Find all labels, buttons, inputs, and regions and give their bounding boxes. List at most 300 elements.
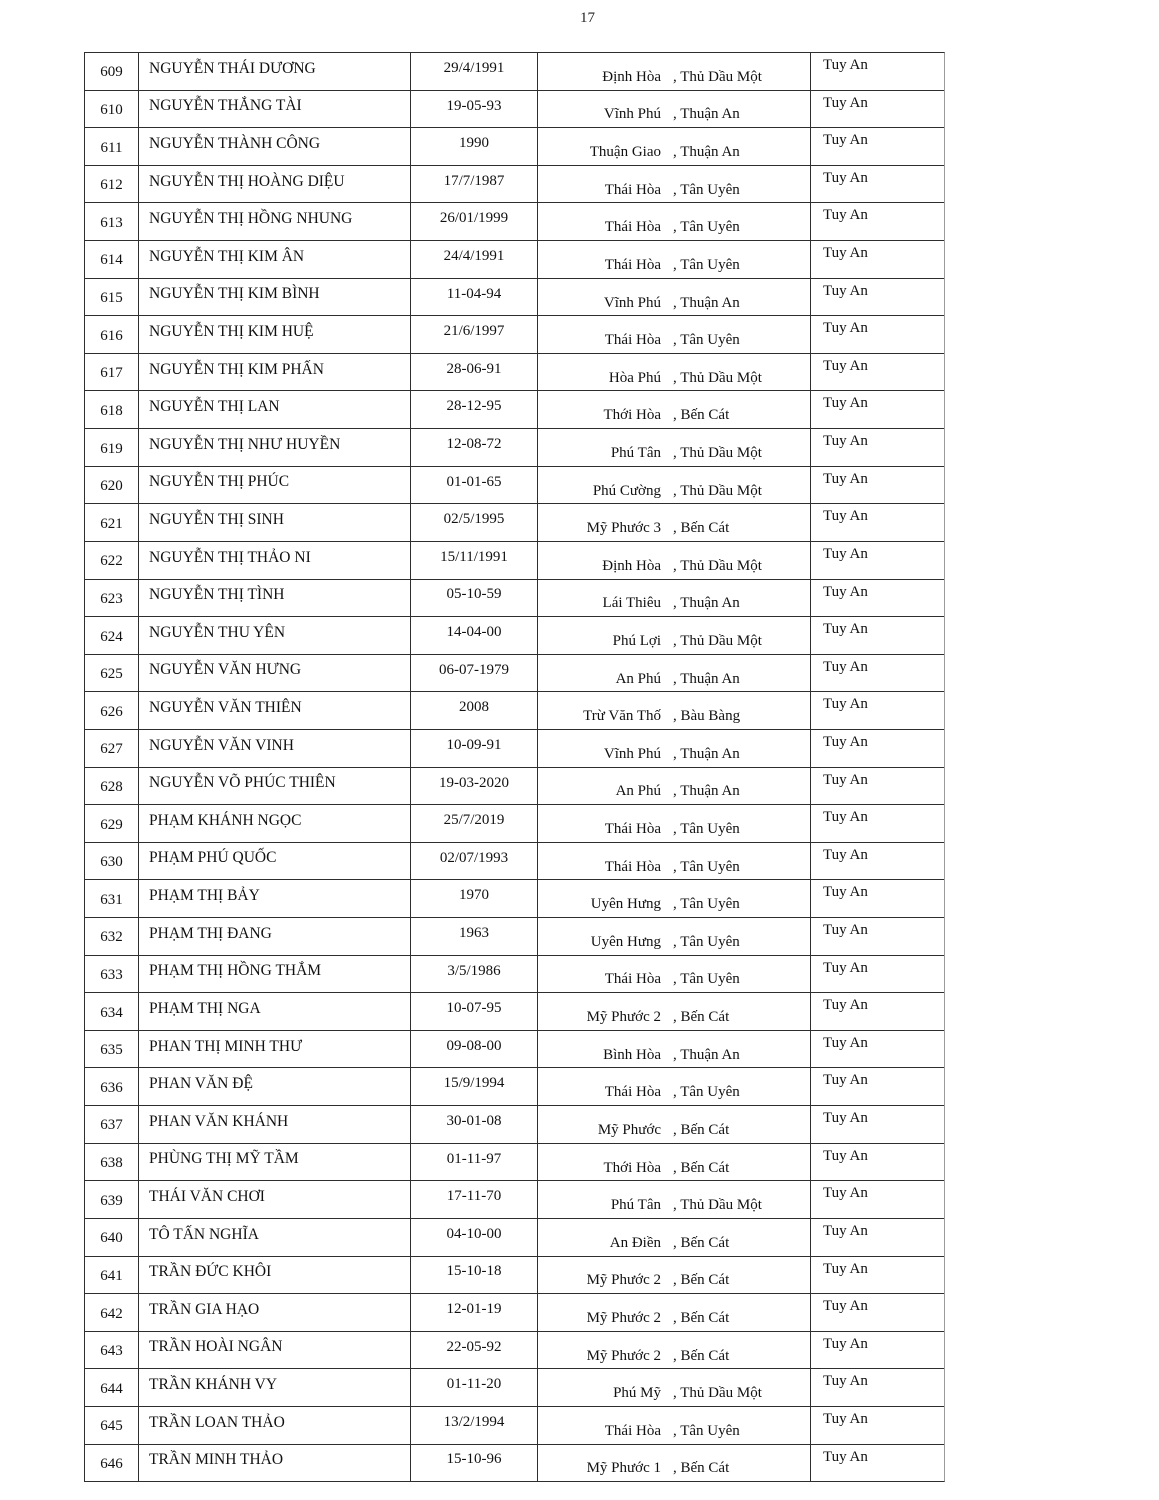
district-text: , Thuận An <box>673 294 740 311</box>
birthdate-text: 12-01-19 <box>446 1301 502 1318</box>
full-name-cell <box>139 542 411 579</box>
full-name-text: THÁI VĂN CHƠI <box>149 1187 265 1205</box>
note-text: Tuy An <box>823 132 868 149</box>
full-name-cell <box>139 843 411 880</box>
birthdate-text: 01-11-20 <box>446 1376 502 1393</box>
full-name-text: NGUYỄN THU YÊN <box>149 623 286 641</box>
district-text: , Tân Uyên <box>673 219 740 236</box>
row-index-text: 639 <box>100 1192 123 1209</box>
birthdate-text: 13/2/1994 <box>443 1413 505 1430</box>
address-cell <box>538 429 811 466</box>
full-name-text: PHẠM PHÚ QUỐC <box>149 849 277 867</box>
district-text: , Thủ Dầu Một <box>673 1197 762 1214</box>
row-index-cell <box>85 730 139 767</box>
row-index-text: 638 <box>100 1155 123 1172</box>
note-text: Tuy An <box>823 470 868 487</box>
ward-text: Phú Lợi <box>612 633 661 649</box>
row-index-cell <box>85 91 139 128</box>
ward-text: Trừ Văn Thố <box>583 708 661 725</box>
birthdate-cell <box>411 128 538 165</box>
row-index-cell <box>85 617 139 654</box>
note-text: Tuy An <box>823 1185 868 1202</box>
row-index-cell <box>85 354 139 391</box>
row-index-cell <box>85 692 139 729</box>
full-name-cell <box>139 279 411 316</box>
note-text: Tuy An <box>823 282 868 299</box>
birthdate-cell <box>411 316 538 353</box>
table-row <box>85 391 944 429</box>
full-name-cell <box>139 918 411 955</box>
ward-text: Phú Tân <box>610 444 661 461</box>
district-text: , Bến Cát <box>673 1159 730 1176</box>
full-name-text: NGUYỄN THÁI DƯƠNG <box>149 59 316 77</box>
district-text: , Bến Cát <box>673 1234 730 1251</box>
note-text: Tuy An <box>823 207 868 224</box>
row-index-cell <box>85 429 139 466</box>
full-name-cell <box>139 53 411 90</box>
row-index-cell <box>85 956 139 993</box>
address-cell <box>538 1144 811 1181</box>
row-index-cell <box>85 1106 139 1143</box>
row-index-text: 620 <box>100 478 123 495</box>
full-name-cell <box>139 956 411 993</box>
full-name-cell <box>139 805 411 842</box>
table-row <box>85 166 944 204</box>
ward-text: Mỹ Phước 2 <box>586 1009 661 1026</box>
row-index-text: 630 <box>100 854 123 871</box>
district-text: , Thuận An <box>673 783 740 800</box>
full-name-cell <box>139 1181 411 1218</box>
address-cell <box>538 692 811 729</box>
full-name-text: NGUYỄN THỊ HOÀNG DIỆU <box>149 172 345 190</box>
birthdate-cell <box>411 843 538 880</box>
row-index-cell <box>85 279 139 316</box>
full-name-cell <box>139 316 411 353</box>
address-cell <box>538 918 811 955</box>
birthdate-text: 01-11-97 <box>446 1150 502 1167</box>
district-text: , Thủ Dầu Một <box>673 557 762 574</box>
birthdate-text: 04-10-00 <box>446 1225 502 1242</box>
full-name-text: NGUYỄN THỊ TÌNH <box>149 586 285 604</box>
row-index-text: 623 <box>100 590 123 607</box>
note-text: Tuy An <box>823 245 868 262</box>
address-cell <box>538 1068 811 1105</box>
row-index-text: 628 <box>100 779 123 795</box>
birthdate-cell <box>411 1219 538 1256</box>
address-cell <box>538 730 811 767</box>
address-cell <box>538 128 811 165</box>
district-text: , Bến Cát <box>673 1009 730 1026</box>
row-index-cell <box>85 805 139 842</box>
ward-text: Thới Hòa <box>603 407 661 424</box>
birthdate-text: 09-08-00 <box>446 1037 502 1054</box>
birthdate-text: 10-09-91 <box>446 736 502 753</box>
note-cell <box>811 617 944 654</box>
birthdate-text: 17-11-70 <box>446 1188 502 1205</box>
birthdate-cell <box>411 1106 538 1143</box>
birthdate-cell <box>411 655 538 692</box>
row-index-cell <box>85 1219 139 1256</box>
table-row <box>85 1219 944 1257</box>
note-cell <box>811 655 944 692</box>
birthdate-cell <box>411 354 538 391</box>
district-text: , Tân Uyên <box>673 256 740 273</box>
note-text: Tuy An <box>823 1222 868 1239</box>
row-index-cell <box>85 1031 139 1068</box>
table-row <box>85 504 944 542</box>
ward-text: Bình Hòa <box>603 1046 661 1063</box>
ward-text: Mỹ Phước 1 <box>586 1460 661 1477</box>
full-name-text: TRẦN ĐỨC KHÔI <box>149 1263 272 1281</box>
full-name-text: PHẠM THỊ ĐANG <box>149 924 272 942</box>
full-name-cell <box>139 1219 411 1256</box>
birthdate-text: 21/6/1997 <box>443 323 505 340</box>
row-index-cell <box>85 1445 139 1482</box>
note-text: Tuy An <box>823 959 868 976</box>
note-cell <box>811 1407 944 1444</box>
table-row <box>85 203 944 241</box>
district-text: , Bàu Bàng <box>673 708 741 725</box>
table-row <box>85 993 944 1031</box>
full-name-cell <box>139 91 411 128</box>
full-name-cell <box>139 655 411 692</box>
row-index-cell <box>85 1332 139 1369</box>
full-name-cell <box>139 241 411 278</box>
birthdate-text: 10-07-95 <box>446 1000 502 1017</box>
district-text: , Tân Uyên <box>673 971 740 988</box>
full-name-cell <box>139 880 411 917</box>
row-index-text: 643 <box>100 1343 123 1360</box>
full-name-text: NGUYỄN THỊ NHƯ HUYỀN <box>149 435 341 453</box>
full-name-text: NGUYỄN THỊ PHÚC <box>149 473 290 491</box>
note-cell <box>811 1369 944 1406</box>
full-name-cell <box>139 1068 411 1105</box>
note-cell <box>811 467 944 504</box>
birthdate-text: 02/07/1993 <box>439 849 509 866</box>
table-row <box>85 91 944 129</box>
note-cell <box>811 918 944 955</box>
table-row <box>85 730 944 768</box>
full-name-text: NGUYỄN THỊ KIM ÂN <box>149 247 305 265</box>
ward-text: Mỹ Phước <box>597 1121 661 1138</box>
note-text: Tuy An <box>823 809 868 826</box>
full-name-cell <box>139 1369 411 1406</box>
row-index-cell <box>85 655 139 692</box>
note-cell <box>811 429 944 466</box>
page-number: 17 <box>580 10 595 26</box>
birthdate-cell <box>411 504 538 541</box>
birthdate-cell <box>411 805 538 842</box>
note-cell <box>811 166 944 203</box>
row-index-text: 637 <box>100 1117 123 1134</box>
birthdate-cell <box>411 1144 538 1181</box>
table-row <box>85 1294 944 1332</box>
full-name-cell <box>139 580 411 617</box>
table-row <box>85 843 944 881</box>
table-row <box>85 580 944 618</box>
note-cell <box>811 241 944 278</box>
table-row <box>85 805 944 843</box>
address-cell <box>538 1106 811 1143</box>
row-index-text: 624 <box>100 628 123 645</box>
birthdate-text: 1970 <box>459 887 489 904</box>
ward-text: An Điền <box>609 1234 661 1251</box>
note-cell <box>811 1181 944 1218</box>
address-cell <box>538 655 811 692</box>
row-index-cell <box>85 843 139 880</box>
row-index-text: 613 <box>100 214 123 231</box>
ward-text: Uyên Hưng <box>590 933 661 950</box>
full-name-text: PHAN VĂN ĐỆ <box>149 1075 253 1093</box>
note-text: Tuy An <box>823 508 868 525</box>
full-name-cell <box>139 1332 411 1369</box>
birthdate-cell <box>411 53 538 90</box>
row-index-cell <box>85 241 139 278</box>
district-text: , Thủ Dầu Một <box>673 1385 762 1402</box>
row-index-cell <box>85 1068 139 1105</box>
ward-text: Lái Thiêu <box>602 595 661 612</box>
district-text: , Tân Uyên <box>673 181 740 198</box>
note-cell <box>811 1332 944 1369</box>
table-row <box>85 467 944 505</box>
note-text: Tuy An <box>823 1147 868 1164</box>
note-text: Tuy An <box>823 621 868 638</box>
full-name-text: NGUYỄN THỊ KIM BÌNH <box>149 285 320 303</box>
ward-text: An Phú <box>615 670 661 687</box>
birthdate-text: 17/7/1987 <box>443 172 505 189</box>
birthdate-text: 15-10-18 <box>446 1263 502 1280</box>
ward-text: Mỹ Phước 2 <box>586 1272 661 1289</box>
row-index-text: 633 <box>100 967 123 984</box>
address-cell <box>538 617 811 654</box>
district-text: , Tân Uyên <box>673 858 740 875</box>
full-name-text: PHÙNG THỊ MỸ TẦM <box>149 1150 299 1168</box>
full-name-text: NGUYỄN THỊ KIM HUỆ <box>149 322 314 340</box>
row-index-text: 612 <box>100 177 123 194</box>
note-cell <box>811 1144 944 1181</box>
note-text: Tuy An <box>823 94 868 111</box>
table-row <box>85 918 944 956</box>
address-cell <box>538 1031 811 1068</box>
ward-text: Vĩnh Phú <box>603 294 661 311</box>
full-name-text: NGUYỄN THỊ KIM PHẤN <box>149 360 324 378</box>
table-row <box>85 768 944 806</box>
ward-text: Mỹ Phước 3 <box>586 520 661 537</box>
birthdate-text: 15/11/1991 <box>440 548 508 565</box>
district-text: , Thủ Dầu Một <box>673 68 762 85</box>
row-index-text: 621 <box>100 515 123 532</box>
full-name-text: TRẦN LOAN THẢO <box>149 1413 285 1431</box>
full-name-cell <box>139 203 411 240</box>
table-row <box>85 1144 944 1182</box>
note-text: Tuy An <box>823 57 868 73</box>
row-index-cell <box>85 53 139 90</box>
district-text: , Tân Uyên <box>673 896 740 913</box>
note-cell <box>811 730 944 767</box>
row-index-cell <box>85 1144 139 1181</box>
row-index-text: 635 <box>100 1042 123 1059</box>
address-cell <box>538 504 811 541</box>
table-row <box>85 128 944 166</box>
full-name-text: TRẦN KHÁNH VY <box>149 1376 278 1393</box>
row-index-cell <box>85 504 139 541</box>
address-cell <box>538 805 811 842</box>
note-text: Tuy An <box>823 1260 868 1277</box>
table-row <box>85 655 944 693</box>
birthdate-cell <box>411 1294 538 1331</box>
address-cell <box>538 241 811 278</box>
birthdate-cell <box>411 1257 538 1294</box>
full-name-text: TRẦN HOÀI NGÂN <box>149 1338 283 1356</box>
district-text: , Thủ Dầu Một <box>673 482 762 499</box>
row-index-text: 626 <box>100 703 123 720</box>
row-index-cell <box>85 391 139 428</box>
district-text: , Tân Uyên <box>673 821 740 838</box>
address-cell <box>538 354 811 391</box>
ward-text: Vĩnh Phú <box>603 745 661 762</box>
row-index-text: 627 <box>100 741 123 758</box>
note-cell <box>811 880 944 917</box>
row-index-text: 622 <box>100 553 123 570</box>
note-cell <box>811 53 944 90</box>
note-cell <box>811 542 944 579</box>
district-text: , Thủ Dầu Một <box>673 633 762 649</box>
table-row <box>85 429 944 467</box>
birthdate-text: 14-04-00 <box>446 624 502 641</box>
note-text: Tuy An <box>823 433 868 450</box>
address-cell <box>538 53 811 90</box>
birthdate-cell <box>411 279 538 316</box>
note-text: Tuy An <box>823 395 868 412</box>
birthdate-text: 26/01/1999 <box>439 210 509 227</box>
ward-text: Thái Hòa <box>604 181 661 198</box>
row-index-text: 631 <box>100 891 123 908</box>
note-cell <box>811 316 944 353</box>
birthdate-cell <box>411 241 538 278</box>
row-index-text: 644 <box>100 1380 123 1397</box>
ward-text: Vĩnh Phú <box>603 106 661 123</box>
note-text: Tuy An <box>823 658 868 675</box>
birthdate-cell <box>411 918 538 955</box>
full-name-cell <box>139 730 411 767</box>
address-cell <box>538 993 811 1030</box>
full-name-text: NGUYỄN VĂN THIÊN <box>149 699 302 717</box>
full-name-cell <box>139 391 411 428</box>
ward-text: Thái Hòa <box>604 256 661 273</box>
address-cell <box>538 1332 811 1369</box>
ward-text: Phú Tân <box>610 1197 661 1214</box>
note-cell <box>811 805 944 842</box>
row-index-text: 641 <box>100 1267 123 1284</box>
address-cell <box>538 880 811 917</box>
note-text: Tuy An <box>823 1373 868 1390</box>
full-name-text: TRẦN GIA HẠO <box>149 1300 260 1318</box>
birthdate-text: 28-06-91 <box>446 360 502 377</box>
row-index-text: 634 <box>100 1004 123 1021</box>
full-name-cell <box>139 993 411 1030</box>
birthdate-text: 24/4/1991 <box>443 247 505 264</box>
full-name-cell <box>139 354 411 391</box>
note-text: Tuy An <box>823 1335 868 1352</box>
table-row <box>85 1068 944 1106</box>
birthdate-text: 30-01-08 <box>446 1112 502 1129</box>
birthdate-cell <box>411 1031 538 1068</box>
table-row <box>85 1369 944 1407</box>
row-index-text: 629 <box>100 816 123 833</box>
district-text: , Bến Cát <box>673 407 730 424</box>
note-cell <box>811 91 944 128</box>
row-index-text: 625 <box>100 666 123 683</box>
birthdate-cell <box>411 692 538 729</box>
table-row <box>85 1031 944 1069</box>
district-text: , Thuận An <box>673 595 740 612</box>
birthdate-cell <box>411 429 538 466</box>
full-name-text: NGUYỄN THỊ SINH <box>149 510 284 528</box>
note-text: Tuy An <box>823 1448 868 1465</box>
address-cell <box>538 843 811 880</box>
note-cell <box>811 692 944 729</box>
full-name-cell <box>139 467 411 504</box>
address-cell <box>538 580 811 617</box>
birthdate-cell <box>411 1369 538 1406</box>
note-cell <box>811 354 944 391</box>
birthdate-cell <box>411 203 538 240</box>
table-row <box>85 1257 944 1295</box>
birthdate-text: 25/7/2019 <box>443 812 505 829</box>
residents-table <box>84 52 945 1482</box>
note-cell <box>811 504 944 541</box>
birthdate-cell <box>411 1445 538 1482</box>
birthdate-text: 02/5/1995 <box>443 511 505 528</box>
note-text: Tuy An <box>823 545 868 562</box>
full-name-text: PHAN THỊ MINH THƯ <box>149 1037 303 1055</box>
address-cell <box>538 391 811 428</box>
row-index-text: 618 <box>100 402 123 419</box>
row-index-cell <box>85 467 139 504</box>
note-text: Tuy An <box>823 1298 868 1315</box>
ward-text: Định Hòa <box>602 557 661 574</box>
birthdate-text: 22-05-92 <box>446 1338 502 1355</box>
address-cell <box>538 1219 811 1256</box>
ward-text: Mỹ Phước 2 <box>586 1309 661 1326</box>
full-name-text: NGUYỄN THỊ THẢO NI <box>149 548 311 566</box>
full-name-text: NGUYỄN THẮNG TÀI <box>149 97 302 115</box>
full-name-cell <box>139 1445 411 1482</box>
birthdate-text: 1990 <box>459 135 489 152</box>
district-text: , Bến Cát <box>673 520 730 537</box>
row-index-text: 616 <box>100 327 123 344</box>
full-name-text: TÔ TẤN NGHĨA <box>149 1225 259 1243</box>
ward-text: Thái Hòa <box>604 821 661 838</box>
district-text: , Thuận An <box>673 144 740 161</box>
address-cell <box>538 542 811 579</box>
table-row <box>85 692 944 730</box>
table-row <box>85 617 944 655</box>
row-index-cell <box>85 1294 139 1331</box>
full-name-text: PHẠM THỊ NGA <box>149 999 261 1017</box>
row-index-text: 646 <box>100 1455 123 1472</box>
full-name-cell <box>139 1257 411 1294</box>
row-index-text: 636 <box>100 1079 123 1096</box>
birthdate-text: 28-12-95 <box>446 398 502 415</box>
row-index-text: 610 <box>100 102 123 119</box>
full-name-text: NGUYỄN VĂN VINH <box>149 736 294 754</box>
district-text: , Thuận An <box>673 745 740 762</box>
full-name-cell <box>139 692 411 729</box>
birthdate-text: 05-10-59 <box>446 586 502 603</box>
ward-text: Thái Hòa <box>604 971 661 988</box>
address-cell <box>538 1445 811 1482</box>
